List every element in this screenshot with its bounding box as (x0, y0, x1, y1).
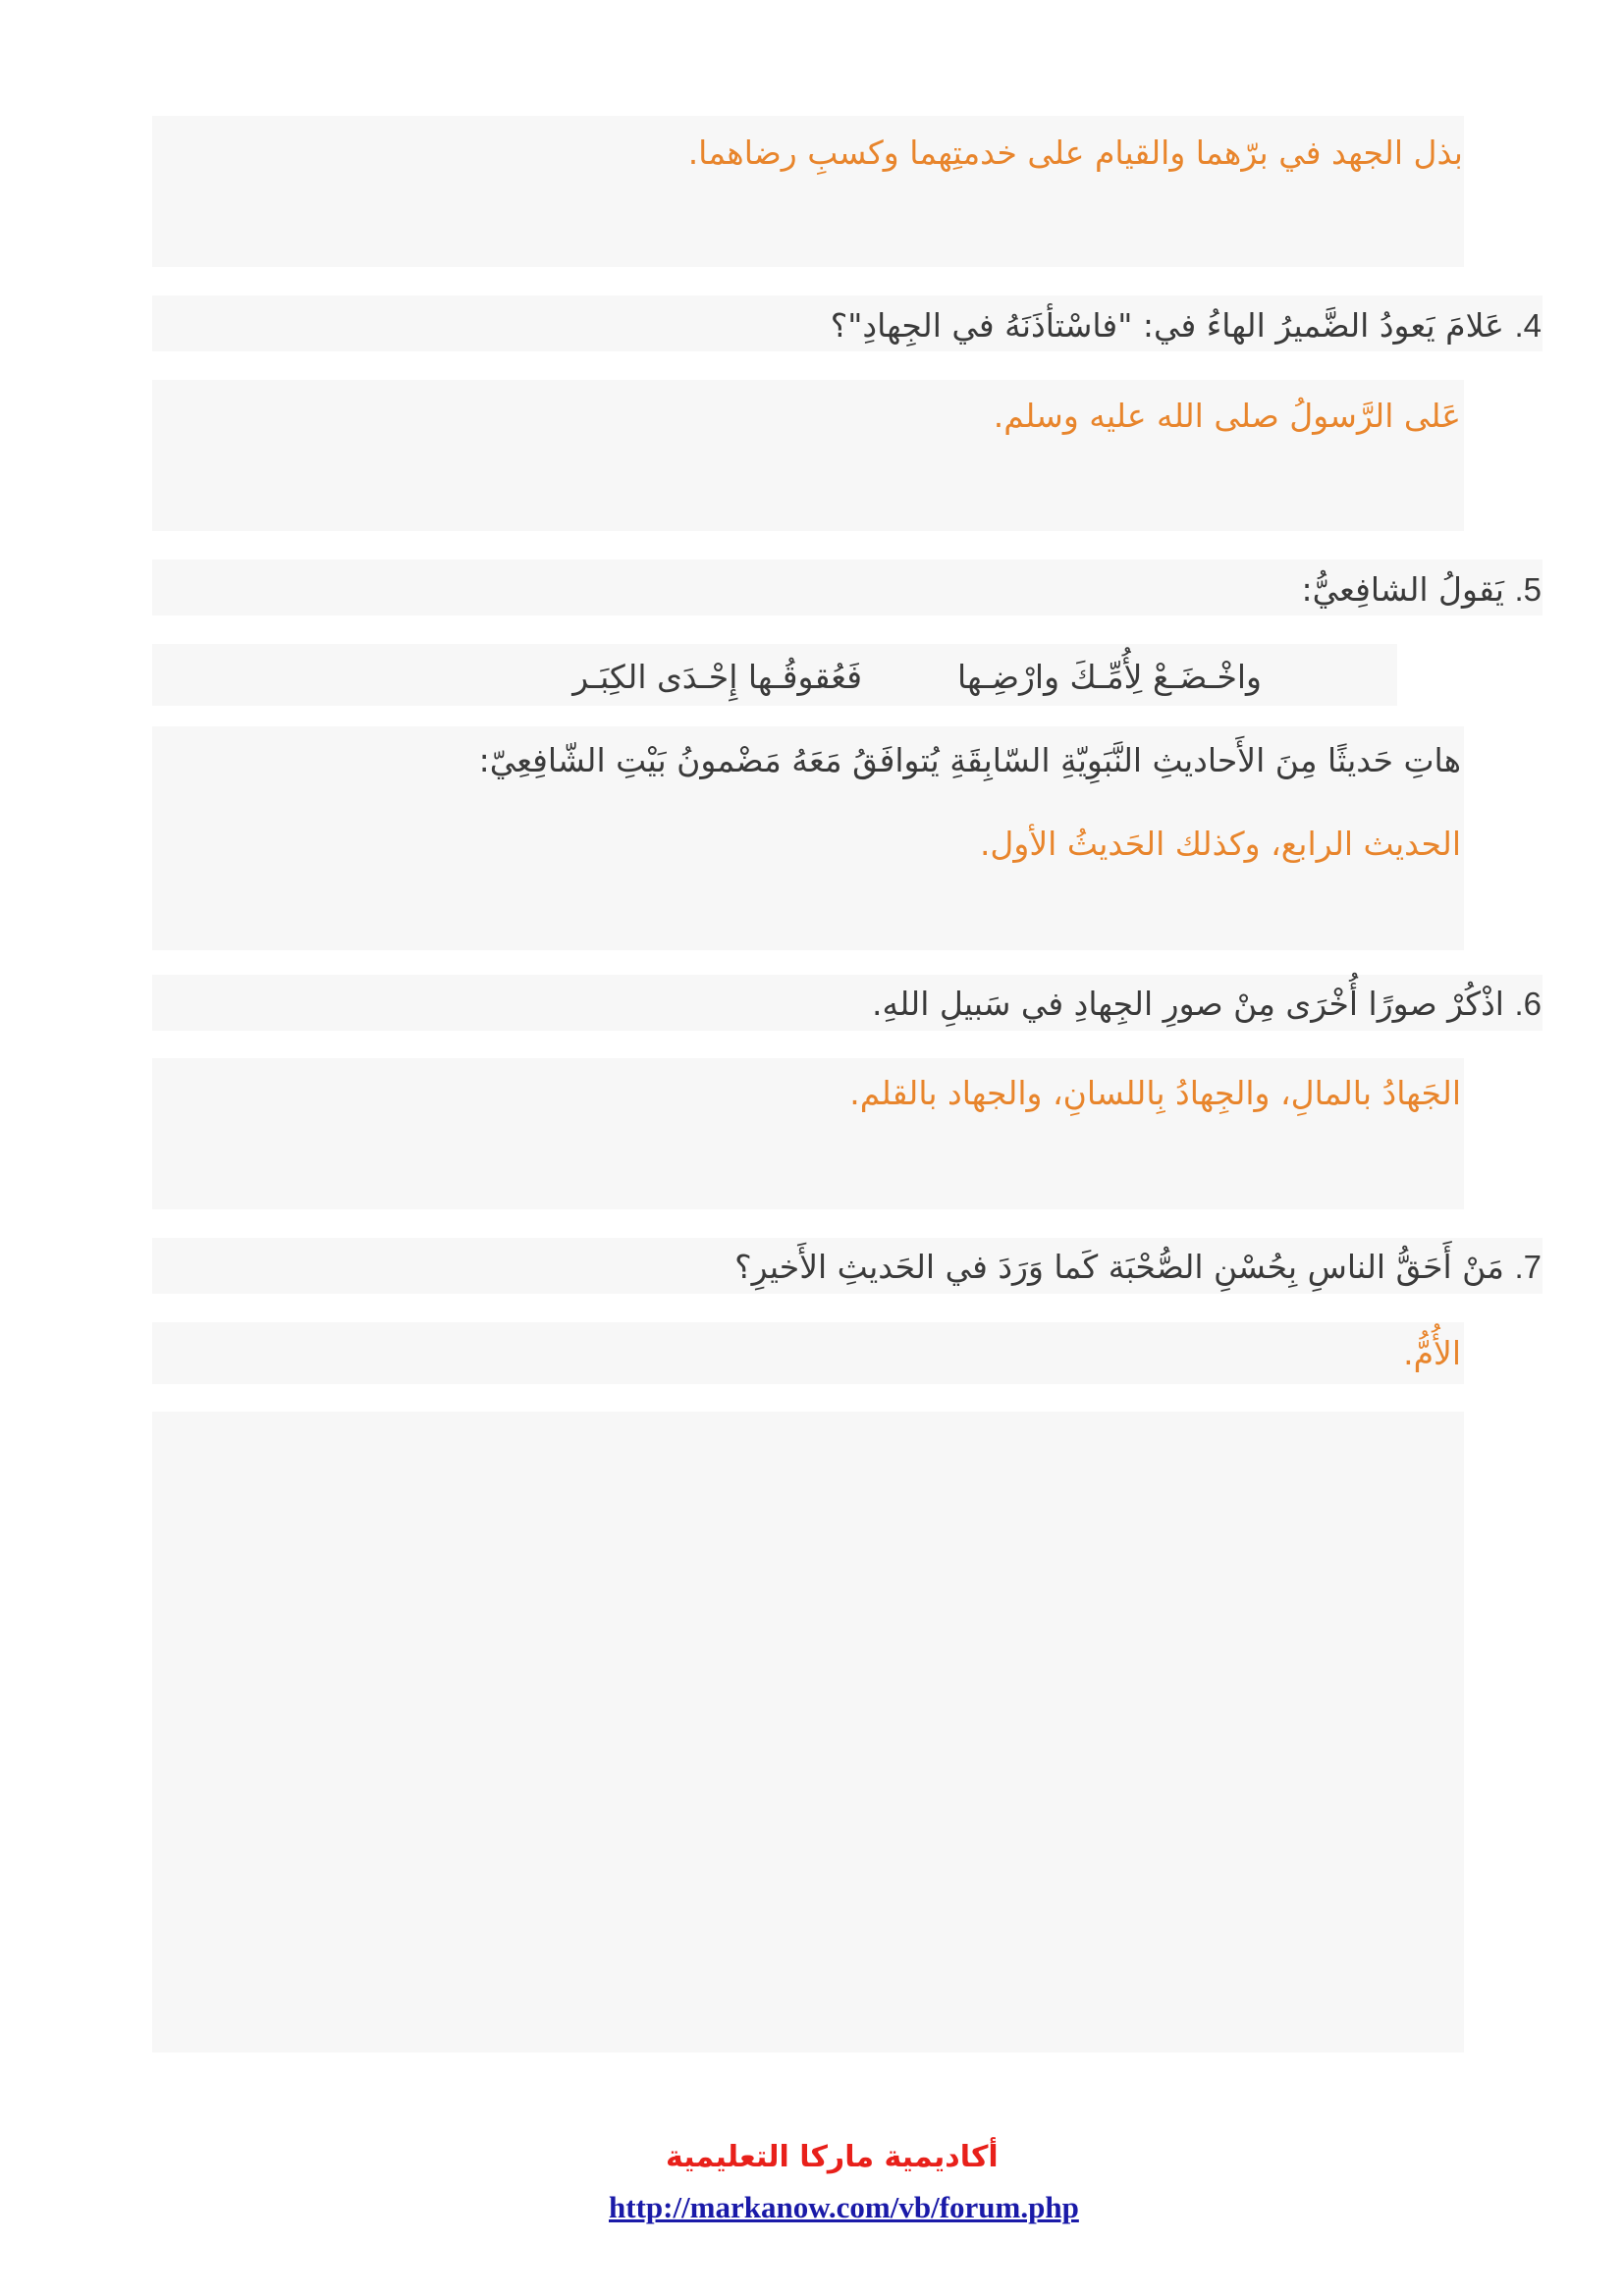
question-4-text (830, 306, 1542, 345)
question-5-text (1301, 570, 1542, 609)
question-6-number: 6. (1514, 986, 1542, 1022)
question-7-text (734, 1248, 1542, 1286)
question-5-subquestion: هاتِ حَديثًا مِنَ الأَحاديثِ النَّبَوِيّةِ السّابِقَةِ يُتوافَقُ مَعَهُ مَضْمونُ بَيْتِ الشّافِعِيّ: (478, 741, 1461, 779)
footer-academy-title: أكاديمية ماركا التعليمية (666, 2140, 999, 2174)
answer-3-text: بذل الجهد في برّهما والقيام على خدمتِهما وكسبِ رضاهما. (687, 133, 1463, 172)
answer-4-text: عَلى الرَّسولُ صلى الله عليه وسلم. (993, 397, 1461, 435)
question-6-text (872, 985, 1542, 1023)
answer-7-text: الأُمُّ. (1403, 1334, 1461, 1372)
poem-first-half: واخْـضَـعْ لِأُمِّـكَ وارْضِـها (957, 658, 1262, 696)
answer-box-7 (152, 1322, 1464, 1384)
question-7-number: 7. (1514, 1249, 1542, 1285)
answer-5-text: الحديث الرابع، وكذلك الحَديثُ الأول. (979, 825, 1461, 863)
question-6-label: اذْكُرْ صورًا أُخْرَى مِنْ صورِ الجِهادِ في سَبيلِ اللهِ. (872, 985, 1504, 1023)
footer-forum-link[interactable]: http://markanow.com/vb/forum.php (609, 2190, 1079, 2224)
answer-6-text: الجَهادُ بالمالِ، والجِهادُ بِاللسانِ، والجهاد بالقلم. (849, 1074, 1461, 1112)
question-4-label: عَلامَ يَعودُ الضَّميرُ الهاءُ في: "فاسْتأذَنَهُ في الجِهادِ"؟ (830, 306, 1504, 345)
question-4-number: 4. (1514, 307, 1542, 344)
poem-second-half: فَعُقوقُـها إِحْـدَى الكِبَـر (572, 658, 862, 696)
blank-notes-area (152, 1412, 1464, 2053)
question-7-label: مَنْ أَحَقُّ الناسِ بِحُسْنِ الصُّحْبَة كَما وَرَدَ في الحَديثِ الأَخيرِ؟ (734, 1248, 1504, 1286)
question-5-label: يَقولُ الشافِعيُّ: (1301, 570, 1504, 609)
question-5-number: 5. (1514, 571, 1542, 608)
